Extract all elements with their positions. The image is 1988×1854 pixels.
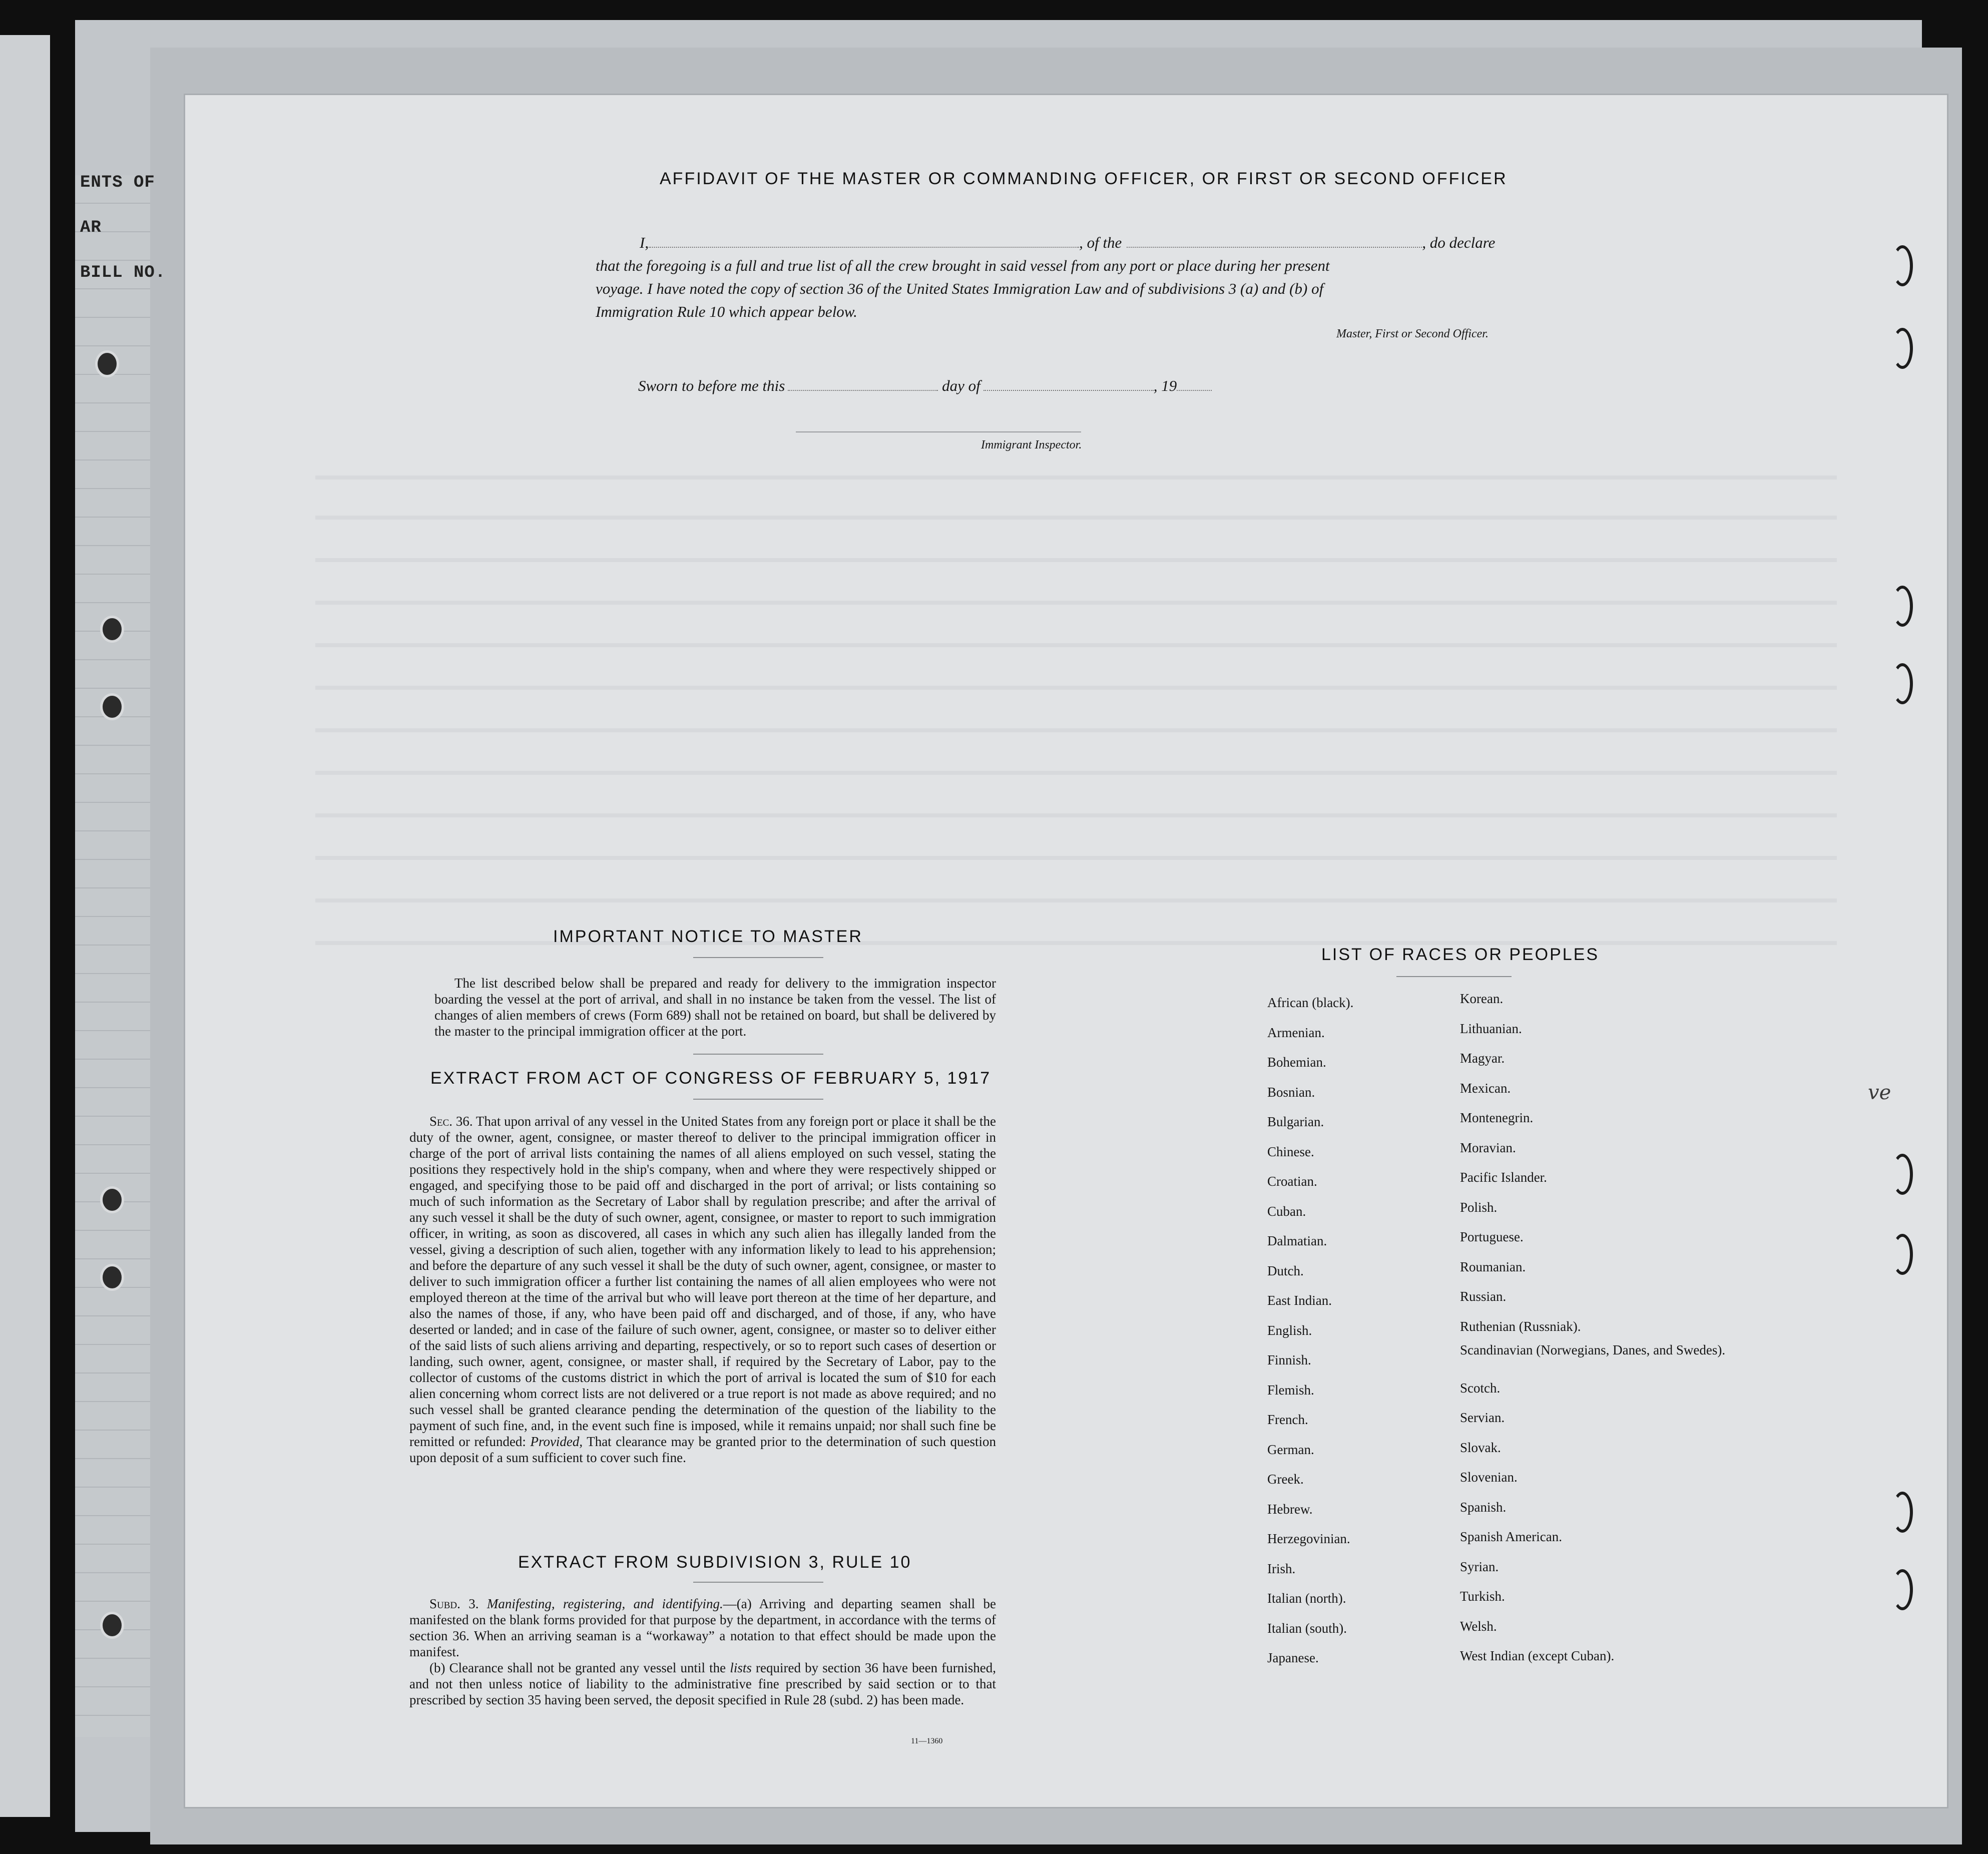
notice-end-rule — [693, 1054, 823, 1055]
rule-para-a-text: —(a) Arriving and departing seamen shall be manifested on the blank forms provided for that purpose by the department, in accordance with the terms of section 36. When an arriving seaman is a “workaway” a notation to that effect should be made upon the manifest. — [409, 1596, 996, 1659]
race-item: Hebrew. — [1267, 1501, 1313, 1517]
punch-hole-icon — [1892, 586, 1913, 627]
race-item: Finnish. — [1267, 1352, 1311, 1367]
race-item: African (black). — [1267, 995, 1354, 1010]
race-item: Irish. — [1267, 1561, 1296, 1576]
race-item: Roumanian. — [1460, 1259, 1526, 1274]
affidavit-of-the: , of the — [1079, 234, 1122, 251]
race-item: Magyar. — [1460, 1051, 1505, 1066]
show-through-row — [315, 558, 1837, 562]
race-item: Greek. — [1267, 1472, 1304, 1487]
day-blank — [788, 390, 938, 391]
race-item: Dalmatian. — [1267, 1233, 1327, 1248]
inspector-label: Immigrant Inspector. — [981, 438, 1082, 451]
act-body — [409, 1113, 996, 1466]
race-item: Armenian. — [1267, 1025, 1325, 1040]
race-item: Cuban. — [1267, 1203, 1306, 1219]
race-item: German. — [1267, 1442, 1314, 1457]
year-blank — [1177, 390, 1212, 391]
race-item: Japanese. — [1267, 1650, 1319, 1665]
show-through-row — [315, 941, 1837, 945]
race-item: Servian. — [1460, 1410, 1505, 1425]
rule-para-b-prefix: (b) Clearance shall not be granted any vessel until the — [429, 1660, 726, 1675]
show-through-row — [315, 476, 1837, 480]
inspector-signature-line — [796, 431, 1081, 432]
name-blank — [649, 247, 1079, 248]
races-left-column — [1267, 988, 1353, 1673]
race-item: Korean. — [1460, 991, 1504, 1006]
underlying-sheet-fragment — [80, 160, 180, 295]
act-text: That upon arrival of any vessel in the United States from any foreign port or place it shall be the duty of the owner, agent, consignee, or master thereof to deliver to the principal immigration officer in charge of the port of arrival lists containing the names of all aliens employed on such vessel, stating the positions they respectively hold in the ship's company, when and where they were respectively shipped or engaged, and specifying those to be paid off and discharged in the port of arrival; or lists containing so much of such information as the Secretary of Labor shall by regulation prescribe; and after the arrival of any such vessel it shall be the duty of such owner, agent, consignee, or master to report to such immigration officer, in writing, as soon as discovered, all cases in which any such alien has illegally landed from the vessel, giving a description of such alien, together with any information likely to lead to his apprehension; and before the departure of any such vessel it shall be the duty of such owner, agent, consignee, or master to deliver to such immigration officer a further list containing the names of all alien employees who were not employed thereon at the time of the arrival but who will leave port thereon at the time of her departure, and also the names of those, if any, who have been paid off and discharged, and of those, if any, who have deserted or landed; and in case of the failure of such owner, agent, consignee, or master so to deliver either of the said lists of such aliens arriving and departing, respectively, or so to report such cases of desertion or landing, such owner, agent, consignee, or master shall, if required by the Secretary of Labor, pay to the collector of customs of the customs district in which the port of arrival is located the sum of $10 for each alien concerning whom correct lists are not delivered or a true report is not made as above required; and no such vessel shall be granted clearance pending the determination of the question of the liability to the payment of such fine, and, in the event such fine is imposed, while it remains unpaid; nor shall such fine be remitted or refunded: — [409, 1114, 997, 1449]
affidavit-line-1 — [596, 231, 1552, 254]
race-item: West Indian (except Cuban). — [1460, 1648, 1615, 1663]
rule-paragraph-b — [409, 1660, 996, 1708]
race-item: Chinese. — [1267, 1144, 1314, 1159]
race-item: Scandinavian (Norwegians, Danes, and Swedes). — [1460, 1342, 1726, 1357]
race-item: Polish. — [1460, 1199, 1498, 1215]
race-item: Russian. — [1460, 1289, 1507, 1304]
race-item: Turkish. — [1460, 1589, 1505, 1604]
race-item: East Indian. — [1267, 1293, 1332, 1308]
margin-pencil-mark: ve — [1868, 1081, 1891, 1104]
show-through-row — [315, 728, 1837, 732]
sworn-prefix: Sworn to before me this — [638, 377, 785, 394]
adjacent-page-edge — [0, 35, 50, 1817]
race-item: Italian (south). — [1267, 1620, 1347, 1636]
binding-ring-icon — [95, 350, 119, 377]
race-item: Bosnian. — [1267, 1084, 1315, 1100]
rule-subd-label: Subd. 3. — [429, 1596, 479, 1611]
rule-title: EXTRACT FROM SUBDIVISION 3, RULE 10 — [518, 1553, 912, 1572]
notice-title: IMPORTANT NOTICE TO MASTER — [553, 927, 863, 946]
race-item: Flemish. — [1267, 1382, 1314, 1398]
affidavit-title: AFFIDAVIT OF THE MASTER OR COMMANDING OFFICER, OR FIRST OR SECOND OFFICER — [660, 169, 1508, 188]
race-item: Bulgarian. — [1267, 1114, 1324, 1129]
sworn-day-of: day of — [942, 377, 980, 394]
act-section-label: Sec. 36. — [429, 1114, 473, 1129]
form-number: 11—1360 — [911, 1737, 943, 1745]
race-item: English. — [1267, 1322, 1312, 1338]
race-item: Mexican. — [1460, 1080, 1511, 1096]
rule-title-rule — [693, 1582, 823, 1583]
race-item: French. — [1267, 1412, 1308, 1427]
show-through-row — [315, 856, 1837, 860]
binding-ring-icon — [100, 693, 124, 720]
punch-hole-icon — [1892, 1234, 1913, 1275]
rule-subd-heading: Manifesting, registering, and identifying. — [486, 1596, 723, 1611]
rule-para-b-lists: lists — [730, 1660, 752, 1675]
binding-ring-icon — [100, 1612, 124, 1639]
punch-hole-icon — [1892, 245, 1913, 286]
notice-title-rule — [693, 957, 823, 958]
show-through-row — [315, 643, 1837, 647]
races-title: LIST OF RACES OR PEOPLES — [1321, 945, 1600, 964]
act-title-rule — [693, 1099, 823, 1100]
act-paragraph — [409, 1113, 996, 1466]
affidavit-declare: , do declare — [1422, 234, 1496, 251]
punch-hole-icon — [1892, 663, 1913, 704]
vessel-blank — [1127, 247, 1422, 248]
race-item: Croatian. — [1267, 1174, 1317, 1189]
fragment-line-2: BILL NO. — [80, 263, 166, 282]
act-title: EXTRACT FROM ACT OF CONGRESS OF FEBRUARY 5, 1917 — [430, 1069, 991, 1088]
binding-ring-icon — [100, 1186, 124, 1213]
show-through-row — [315, 813, 1837, 817]
signer-label: Master, First or Second Officer. — [1336, 327, 1488, 340]
affidavit-i: I, — [640, 234, 649, 251]
race-item: Syrian. — [1460, 1559, 1499, 1574]
race-item: Dutch. — [1267, 1263, 1304, 1278]
race-item: Slovak. — [1460, 1440, 1501, 1455]
affidavit-line-3: voyage. I have noted the copy of section 36 of the United States Immigration Law and of subdivisions 3 (a) and (b) of — [596, 280, 1324, 297]
show-through-row — [315, 898, 1837, 902]
show-through-row — [315, 771, 1837, 775]
race-item: Italian (north). — [1267, 1591, 1346, 1606]
race-item: Spanish. — [1460, 1499, 1507, 1515]
race-item: Bohemian. — [1267, 1055, 1326, 1070]
punch-hole-icon — [1892, 328, 1913, 369]
rule-para-b-rest: required by section 36 have been furnished, and not then unless notice of liability to the administrative fine prescribed by said section or to that prescribed by section 35 having been served, the deposit specified in Rule 28 (subd. 2) has been made. — [409, 1660, 997, 1707]
notice-paragraph: The list described below shall be prepared and ready for delivery to the immigration inspector boarding the vessel at the port of arrival, and shall in no instance be taken from the vessel. The list of changes of alien members of crews (Form 689) shall not be retained on board, but shall be delivered by the master to the principal immigration officer at the port. — [434, 976, 996, 1039]
race-item: Spanish American. — [1460, 1529, 1562, 1544]
show-through-row — [315, 686, 1837, 690]
race-item: Welsh. — [1460, 1618, 1497, 1634]
race-item: Ruthenian (Russniak). — [1460, 1318, 1581, 1334]
races-right-column — [1460, 984, 1725, 1671]
fragment-line-1: ENTS OF AR — [80, 173, 155, 237]
act-provided-word: Provided, — [530, 1434, 583, 1449]
binding-ring-icon — [100, 616, 124, 643]
race-item: Portuguese. — [1460, 1229, 1524, 1244]
punch-hole-icon — [1892, 1492, 1913, 1533]
race-item: Pacific Islander. — [1460, 1170, 1547, 1185]
rule-body — [409, 1596, 996, 1708]
month-blank — [983, 390, 1154, 391]
sworn-line — [638, 374, 1212, 397]
show-through-row — [315, 516, 1837, 520]
race-item: Moravian. — [1460, 1140, 1516, 1155]
show-through-row — [315, 601, 1837, 605]
sworn-year: , 19 — [1153, 377, 1177, 394]
race-item: Montenegrin. — [1460, 1110, 1534, 1125]
act-provided-text: That clearance may be granted prior to the determination of such question upon deposit of a sum sufficient to cover such fine. — [409, 1434, 997, 1465]
binding-ring-icon — [100, 1264, 124, 1291]
race-item: Scotch. — [1460, 1380, 1501, 1396]
race-item: Slovenian. — [1460, 1470, 1518, 1485]
race-item: Herzegovinian. — [1267, 1531, 1350, 1546]
punch-hole-icon — [1892, 1154, 1913, 1195]
punch-hole-icon — [1892, 1569, 1913, 1610]
notice-body — [434, 975, 996, 1039]
race-item: Lithuanian. — [1460, 1021, 1522, 1036]
affidavit-line-4: Immigration Rule 10 which appear below. — [596, 303, 857, 320]
rule-paragraph-a — [409, 1596, 996, 1660]
affidavit-line-2: that the foregoing is a full and true list of all the crew brought in said vessel from any port or place during her present — [596, 257, 1330, 274]
races-title-rule — [1396, 976, 1512, 977]
